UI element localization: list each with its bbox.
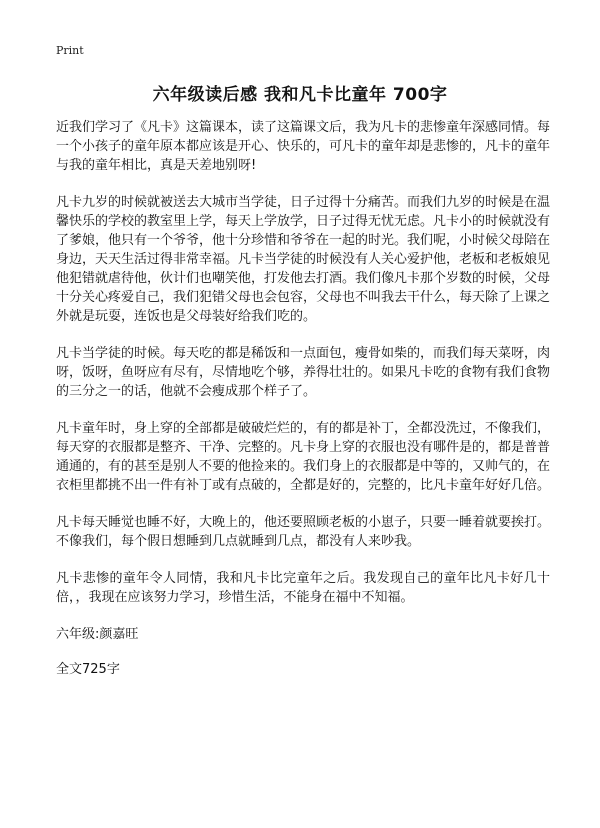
article-body (56, 118, 550, 695)
author-line: 六年级:颜嘉旺 (56, 627, 139, 642)
word-count: 全文725字 (56, 662, 120, 677)
article-title: 六年级读后感 我和凡卡比童年 700字 (152, 85, 448, 105)
paragraph-1: 近我们学习了《凡卡》这篇课本，读了这篇课文后，我为凡卡的悲惨童年深感同情。每一个小孩子的童年原本都应该是开心、快乐的，可凡卡的童年却是悲惨的，凡卡的童年与我的童年相比，真是天差地别呀! (56, 120, 551, 173)
paragraph-6: 凡卡悲惨的童年令人同情，我和凡卡比完童年之后。我发现自己的童年比凡卡好几十倍，，我现在应该努力学习，珍惜生活，不能身在福中不知福。 (56, 571, 550, 605)
paragraph-4: 凡卡童年时，身上穿的全部都是破破烂烂的，有的都是补丁，全都没洗过，不像我们，每天穿的衣服都是整齐、干净、完整的。凡卡身上穿的衣服也没有哪件是的，都是普普通通的，有的甚至是别人不要的他捡来的。我们身上的衣服都是中等的，又帅气的，在衣柜里都挑不出一件有补丁或有点破的，全都是好的，完整的，比凡卡童年好好几倍。 (56, 421, 551, 493)
paragraph-3: 凡卡当学徒的时候。每天吃的都是稀饭和一点面包，瘦骨如柴的，而我们每天菜呀，肉呀，饭呀，鱼呀应有尽有，尽情地吃个够，养得壮壮的。如果凡卡吃的食物有我们食物的三分之一的话，他就不会瘦成那个样子了。 (56, 346, 551, 399)
paragraph-5: 凡卡每天睡觉也睡不好，大晚上的，他还要照顾老板的小崽子，只要一睡着就要挨打。不像我们，每个假日想睡到几点就睡到几点，都没有人来吵我。 (56, 515, 551, 549)
paragraph-2: 凡卡九岁的时候就被送去大城市当学徒，日子过得十分痛苦。而我们九岁的时候是在温馨快乐的学校的教室里上学，每天上学放学，日子过得无忧无虑。凡卡小的时候就没有了爹娘，他只有一个爷爷，他十分珍惜和爷爷在一起的时光。我们呢，小时候父母陪在身边，天天生活过得非常幸福。凡卡当学徒的时候没有人关心爱护他，老板和老板娘见他犯错就虐待他，伙计们也嘲笑他，打发他去打酒。我们像凡卡那个岁数的时候，父母十分关心疼爱自己，我们犯错父母也会包容，父母也不叫我去干什么，每天除了上课之外就是玩耍，连饭也是父母装好给我们吃的。 (56, 195, 551, 324)
print-link[interactable]: Print (56, 44, 84, 57)
